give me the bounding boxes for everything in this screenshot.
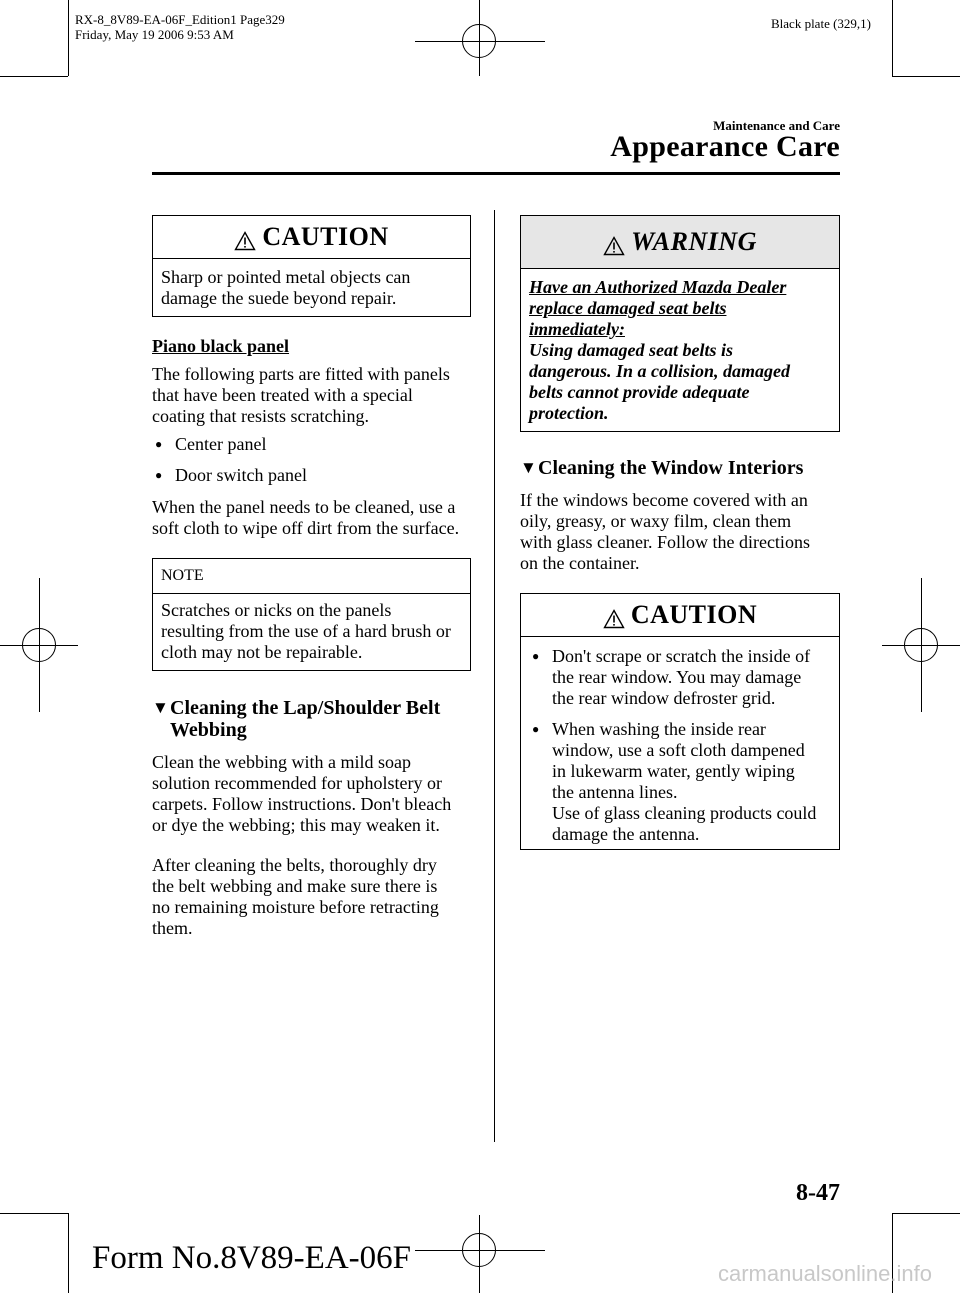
belt-paragraph-1: [152, 752, 451, 836]
caution-title: CAUTION: [630, 600, 758, 629]
section-triangle-icon: ▼: [520, 458, 537, 477]
paragraph-line: When the panel needs to be cleaned, use a: [152, 497, 456, 517]
warning-line: dangerous. In a collision, damaged: [529, 361, 791, 381]
warning-box-seat-belts: [520, 215, 840, 432]
list-line: damage the antenna.: [552, 824, 700, 844]
paragraph-line: carpets. Follow instructions. Don't bleach: [152, 794, 452, 814]
header-rule: [152, 172, 840, 175]
heading-line: Webbing: [170, 719, 247, 741]
paragraph-line: solution recommended for upholstery or: [152, 773, 442, 793]
warning-line: Using damaged seat belts is: [529, 340, 734, 360]
note-box: [152, 558, 471, 671]
list-line: the rear window. You may damage: [552, 667, 802, 687]
caution-box-window: [520, 593, 840, 850]
clean-paragraph: [152, 497, 459, 539]
plate-label: Black plate (329,1): [771, 16, 871, 31]
bullet-icon: ●: [155, 437, 163, 451]
note-line: resulting from the use of a hard brush or: [161, 621, 451, 641]
print-info: [75, 12, 285, 42]
heading-line: Cleaning the Lap/Shoulder Belt: [170, 697, 441, 719]
warning-line: replace damaged seat belts: [529, 298, 727, 318]
list-item: [152, 434, 307, 455]
list-line: in lukewarm water, gently wiping: [552, 761, 795, 781]
belt-cleaning-heading: [152, 697, 440, 741]
paragraph-line: coating that resists scratching.: [152, 406, 369, 426]
column-divider: [494, 210, 495, 1142]
list-line: window, use a soft cloth dampened: [552, 740, 805, 760]
warning-line: belts cannot provide adequate: [529, 382, 750, 402]
caution-line: damage the suede beyond repair.: [161, 288, 397, 308]
list-item-text: Door switch panel: [175, 465, 307, 485]
caution-header: [521, 594, 839, 637]
panel-bullet-list: [152, 434, 307, 486]
print-date: Friday, May 19 2006 9:53 AM: [75, 27, 234, 42]
section-triangle-icon: ▼: [152, 698, 169, 717]
list-item: [529, 719, 831, 845]
paragraph-line: soft cloth to wipe off dirt from the surface.: [152, 518, 460, 538]
window-paragraph: [520, 490, 810, 574]
bullet-icon: ●: [532, 649, 540, 663]
caution-title: CAUTION: [262, 222, 389, 251]
bullet-icon: ●: [155, 468, 163, 482]
list-line: Use of glass cleaning products could: [552, 803, 817, 823]
note-title: NOTE: [153, 559, 470, 594]
paragraph-line: no remaining moisture before retracting: [152, 897, 439, 917]
watermark: carmanualsonline.info: [717, 1261, 932, 1286]
paragraph-line: or dye the webbing; this may weaken it.: [152, 815, 440, 835]
caution-body: [153, 259, 470, 319]
warning-line: Have an Authorized Mazda Dealer: [529, 277, 787, 297]
list-line: the antenna lines.: [552, 782, 678, 802]
caution-box-suede: [152, 215, 471, 317]
warning-triangle-icon: [603, 236, 625, 256]
form-number: Form No.8V89-EA-06F: [92, 1240, 411, 1276]
paragraph-line: After cleaning the belts, thoroughly dry: [152, 855, 437, 875]
caution-line: Sharp or pointed metal objects can: [161, 267, 411, 287]
list-line: Don't scrape or scratch the inside of: [552, 646, 811, 666]
print-file-name: RX-8_8V89-EA-06F_Edition1 Page329: [75, 12, 285, 27]
belt-paragraph-2: [152, 855, 439, 939]
paragraph-line: the belt webbing and make sure there is: [152, 876, 438, 896]
warning-title: WARNING: [631, 227, 757, 256]
caution-header: [153, 216, 470, 259]
paragraph-line: on the container.: [520, 553, 640, 573]
warning-line: immediately:: [529, 319, 625, 339]
page-number: 8-47: [796, 1180, 840, 1206]
warning-line: protection.: [529, 403, 609, 423]
warning-header: [521, 216, 839, 269]
paragraph-line: oily, greasy, or waxy film, clean them: [520, 511, 792, 531]
list-line: the rear window defroster grid.: [552, 688, 776, 708]
list-item: [152, 465, 307, 486]
page-title: Appearance Care: [610, 130, 840, 163]
note-line: cloth may not be repairable.: [161, 642, 363, 662]
note-body: [153, 594, 470, 673]
warning-triangle-icon: [603, 609, 625, 629]
list-line: When washing the inside rear: [552, 719, 766, 739]
list-item-text: Center panel: [175, 434, 267, 454]
paragraph-line: The following parts are fitted with panels: [152, 364, 450, 384]
piano-paragraph: [152, 364, 450, 427]
piano-black-heading: Piano black panel: [152, 336, 290, 356]
window-cleaning-heading: [520, 457, 803, 479]
paragraph-line: with glass cleaner. Follow the directions: [520, 532, 810, 552]
heading-line: Cleaning the Window Interiors: [538, 457, 804, 479]
section-label: Maintenance and Care: [713, 118, 840, 133]
caution-body: [521, 637, 839, 855]
list-item: [529, 646, 831, 709]
paragraph-line: If the windows become covered with an: [520, 490, 808, 510]
paragraph-line: them.: [152, 918, 193, 938]
note-line: Scratches or nicks on the panels: [161, 600, 392, 620]
warning-body: [521, 269, 839, 434]
paragraph-line: Clean the webbing with a mild soap: [152, 752, 411, 772]
paragraph-line: that have been treated with a special: [152, 385, 413, 405]
bullet-icon: ●: [532, 722, 540, 736]
warning-triangle-icon: [234, 231, 256, 251]
